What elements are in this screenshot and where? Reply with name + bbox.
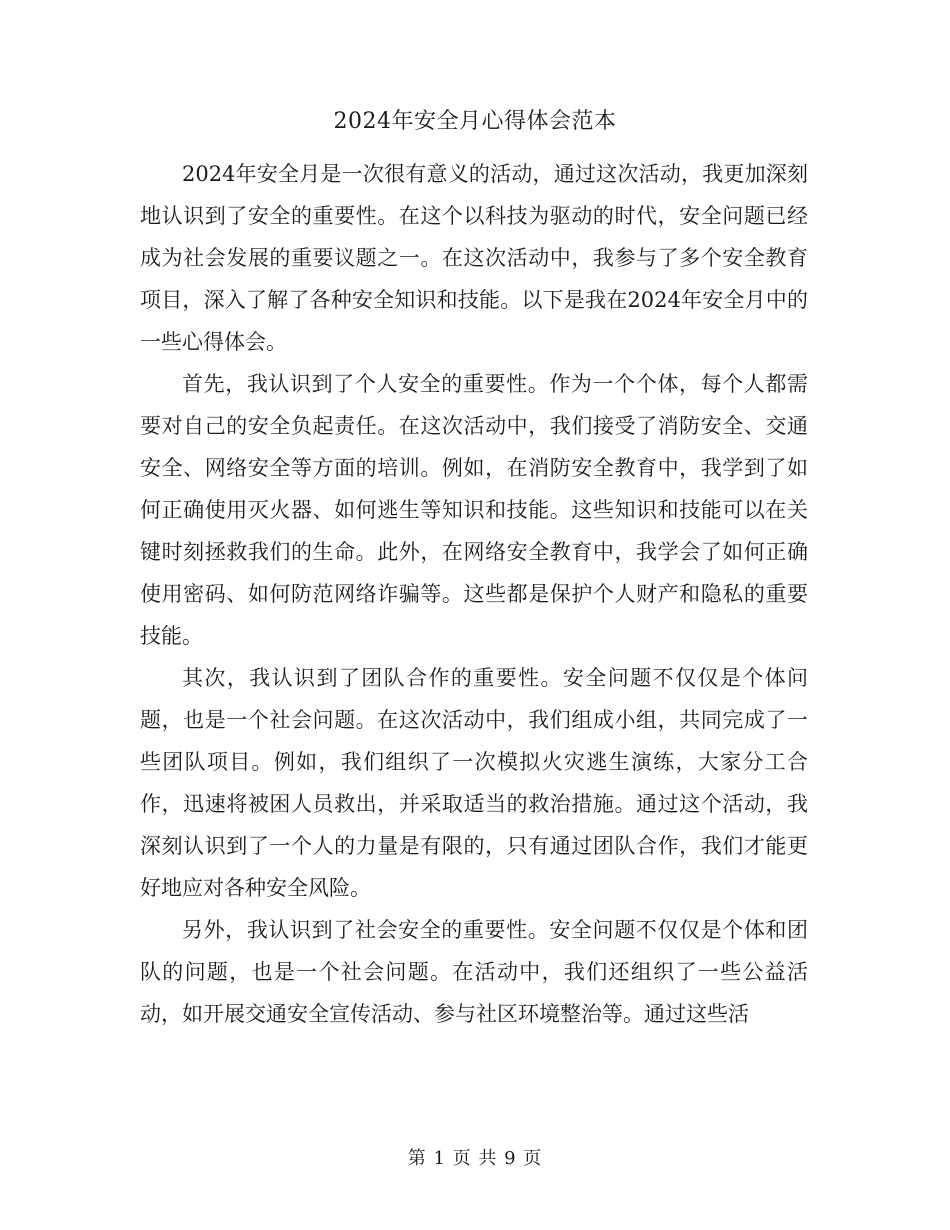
paragraph-2: 首先，我认识到了个人安全的重要性。作为一个个体，每个人都需要对自己的安全负起责任。在这次活动中，我们接受了消防安全、交通安全、网络安全等方面的培训。例如，在消防安全教育中，我学到了如何正确使用灭火器、如何逃生等知识和技能。这些知识和技能可以在关键时刻拯救我们的生命。此外，在网络安全教育中，我学会了如何正确使用密码、如何防范网络诈骗等。这些都是保护个人财产和隐私的重要技能。	[140, 372, 808, 648]
document-title: 2024年安全月心得体会范本	[333, 109, 617, 134]
page-number-footer: 第 1 页 共 9 页	[407, 1148, 543, 1169]
paragraph-1: 2024年安全月是一次很有意义的活动，通过这次活动，我更加深刻地认识到了安全的重要性。在这个以科技为驱动的时代，安全问题已经成为社会发展的重要议题之一。在这次活动中，我参与了多个安全教育项目，深入了解了各种安全知识和技能。以下是我在2024年安全月中的一些心得体会。	[140, 162, 808, 354]
document-body	[140, 153, 808, 1035]
paragraph-4: 另外，我认识到了社会安全的重要性。安全问题不仅仅是个体和团队的问题，也是一个社会问题。在活动中，我们还组织了一些公益活动，如开展交通安全宣传活动、参与社区环境整治等。通过这些活	[140, 918, 808, 1026]
paragraph-3: 其次，我认识到了团队合作的重要性。安全问题不仅仅是个体问题，也是一个社会问题。在这次活动中，我们组成小组，共同完成了一些团队项目。例如，我们组织了一次模拟火灾逃生演练，大家分工合作，迅速将被困人员救出，并采取适当的救治措施。通过这个活动，我深刻认识到了一个人的力量是有限的，只有通过团队合作，我们才能更好地应对各种安全风险。	[140, 666, 808, 900]
